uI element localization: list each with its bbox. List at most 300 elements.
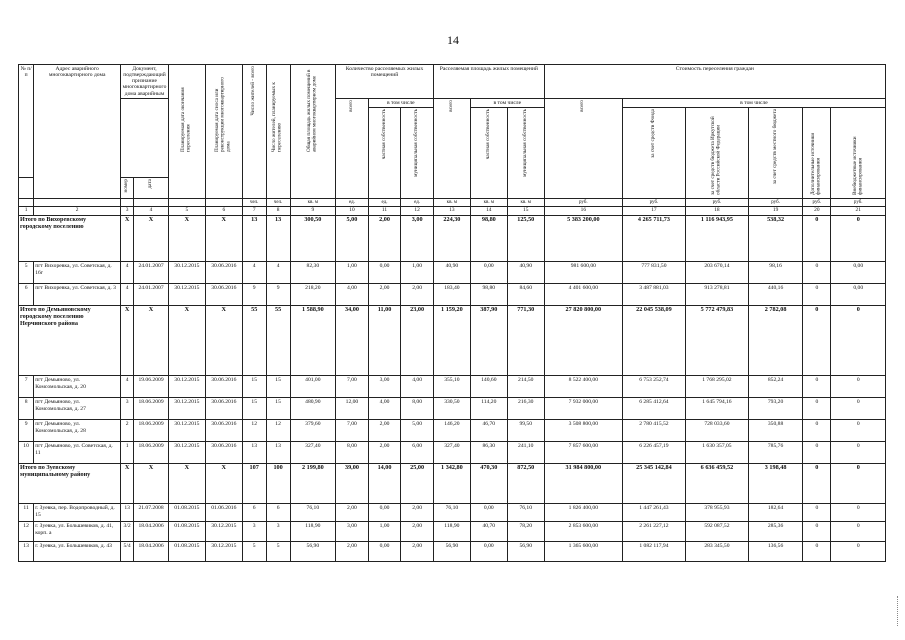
- cell-c16: 31 984 800,00: [544, 464, 622, 504]
- cell-c11: 2,00: [368, 284, 401, 306]
- cell-c11: 4,00: [368, 398, 401, 420]
- cell-c21: 0: [831, 522, 886, 542]
- cell-c4: 18.04.2006: [134, 522, 169, 542]
- cell-c19: 538,32: [748, 216, 802, 262]
- cell-c18: 378 955,93: [685, 504, 748, 522]
- cell-c12: 2,00: [401, 522, 434, 542]
- column-number: 15: [507, 207, 544, 216]
- cell-c9: 2 199,80: [290, 464, 336, 504]
- cell-c14: 0,00: [470, 504, 507, 522]
- cell-c14: 114,20: [470, 398, 507, 420]
- cell-n: 12: [19, 522, 34, 542]
- unit-cell: кв. м: [290, 198, 336, 207]
- cell-c12: 6,00: [401, 442, 434, 464]
- subtotal-row: [19, 216, 886, 262]
- cell-c11: 2,00: [368, 216, 401, 262]
- cell-c4: 21.07.2008: [134, 504, 169, 522]
- header-extra: Дополнительные источники финансирования: [803, 107, 831, 198]
- cell-c11: 0,00: [368, 504, 401, 522]
- cell-c4: X: [134, 464, 169, 504]
- column-number: 19: [748, 207, 802, 216]
- cell-c10: 5,00: [336, 216, 369, 262]
- page-number: 14: [447, 33, 459, 47]
- cell-c8: 15: [266, 398, 290, 420]
- cell-c8: 55: [266, 306, 290, 376]
- cell-c9: 1 588,90: [290, 306, 336, 376]
- header-total3: всего: [544, 98, 622, 198]
- column-number: 14: [470, 207, 507, 216]
- cell-c4: X: [134, 216, 169, 262]
- cell-n: 6: [19, 284, 34, 306]
- cell-c7: 15: [242, 376, 266, 398]
- header-residents: Число жителей - всего: [242, 65, 266, 199]
- cell-c20: 0: [803, 376, 831, 398]
- cell-c17: 2 780 415,52: [622, 420, 685, 442]
- cell-c12: 2,00: [401, 542, 434, 562]
- cell-c18: 5 772 479,83: [685, 306, 748, 376]
- unit-cell: ед.: [336, 198, 369, 207]
- cell-c15: 241,10: [507, 442, 544, 464]
- cell-c11: 14,00: [368, 464, 401, 504]
- cell-c4: 18.06.2009: [134, 398, 169, 420]
- cell-c3: 3: [121, 398, 134, 420]
- header-incl: в том числе: [368, 98, 433, 107]
- cell-c7: 3: [242, 522, 266, 542]
- cell-c10: 7,00: [336, 420, 369, 442]
- cell-c19: 2 782,08: [748, 306, 802, 376]
- cell-c18: 1 630 357,05: [685, 442, 748, 464]
- cell-c5: 30.12.2015: [168, 442, 205, 464]
- unit-cell: кв. м: [433, 198, 470, 207]
- cell-c3: X: [121, 464, 134, 504]
- cell-c19: 98,16: [748, 262, 802, 284]
- column-number: 1: [19, 207, 34, 216]
- cell-c7: 55: [242, 306, 266, 376]
- cell-c14: 98,80: [470, 284, 507, 306]
- cell-c4: 19.06.2009: [134, 376, 169, 398]
- header-local: за счет средств местного бюджета: [748, 107, 802, 198]
- cell-c21: 0: [831, 442, 886, 464]
- column-number: 10: [336, 207, 369, 216]
- cell-c16: 27 820 800,00: [544, 306, 622, 376]
- cell-c11: 0,00: [368, 262, 401, 284]
- cell-c12: 3,00: [401, 216, 434, 262]
- cell-c3: 3/2: [121, 522, 134, 542]
- cell-c20: 0: [803, 284, 831, 306]
- cell-c5: 30.12.2015: [168, 376, 205, 398]
- cell-c3: 13: [121, 504, 134, 522]
- cell-c20: 0: [803, 442, 831, 464]
- cell-c18: 283 345,50: [685, 542, 748, 562]
- unit-cell: руб.: [748, 198, 802, 207]
- header-municipal2: муниципальная собственность: [507, 107, 544, 198]
- cell-c3: 5/4: [121, 542, 134, 562]
- cell-c3: X: [121, 216, 134, 262]
- cell-c18: 728 033,60: [685, 420, 748, 442]
- column-number: 16: [544, 207, 622, 216]
- cell-c12: 2,00: [401, 504, 434, 522]
- cell-c11: 2,00: [368, 420, 401, 442]
- cell-c15: 84,60: [507, 284, 544, 306]
- cell-c8: 100: [266, 464, 290, 504]
- cell-c18: 1 768 295,02: [685, 376, 748, 398]
- cell-c5: 01.08.2015: [168, 522, 205, 542]
- unit-cell: руб.: [803, 198, 831, 207]
- cell-c17: 4 265 711,73: [622, 216, 685, 262]
- cell-c10: 2,00: [336, 504, 369, 522]
- cell-c14: 98,80: [470, 216, 507, 262]
- cell-c15: 76,10: [507, 504, 544, 522]
- cell-c16: 4 401 600,00: [544, 284, 622, 306]
- cell-c17: 6 753 252,74: [622, 376, 685, 398]
- cell-name: пгт Демьяново, ул. Комсомольская, д. 27: [34, 398, 121, 420]
- cell-c13: 224,30: [433, 216, 470, 262]
- cell-c9: 401,00: [290, 376, 336, 398]
- cell-name: пгт Демьяново, ул. Комсомольская, д. 20: [34, 376, 121, 398]
- cell-c8: 3: [266, 522, 290, 542]
- cell-c12: 8,00: [401, 398, 434, 420]
- header-rooms-count: Количество расселяемых жилых помещений: [336, 65, 434, 99]
- cell-c18: 203 670,14: [685, 262, 748, 284]
- cell-name: г. Зуевка, ул. Большевиков, д. 43: [34, 542, 121, 562]
- cell-c20: 0: [803, 262, 831, 284]
- subtotal-row: [19, 464, 886, 504]
- cell-c10: 7,00: [336, 376, 369, 398]
- header-num-blank: [19, 177, 34, 198]
- cell-c17: 22 045 538,09: [622, 306, 685, 376]
- cell-c18: 1 645 794,16: [685, 398, 748, 420]
- cell-c14: 46,70: [470, 420, 507, 442]
- cell-n: 13: [19, 542, 34, 562]
- cell-c18: 913 278,81: [685, 284, 748, 306]
- cell-c9: 379,60: [290, 420, 336, 442]
- cell-c20: 0: [803, 306, 831, 376]
- column-number: 8: [266, 207, 290, 216]
- cell-name: г. Зуевка, ул. Большевиков, д. 41, корп. а: [34, 522, 121, 542]
- cell-c15: 40,90: [507, 262, 544, 284]
- table-row: [19, 284, 886, 306]
- cell-c20: 0: [803, 504, 831, 522]
- cell-c9: 300,50: [290, 216, 336, 262]
- cell-c8: 6: [266, 504, 290, 522]
- cell-c17: 1 082 117,94: [622, 542, 685, 562]
- cell-c16: 8 522 400,00: [544, 376, 622, 398]
- header-private: частная собственность: [368, 107, 401, 198]
- cell-name: пгт Демьяново, ул. Советская, д. 11: [34, 442, 121, 464]
- cell-c10: 4,00: [336, 284, 369, 306]
- cell-c5: X: [168, 464, 205, 504]
- cell-c15: 771,30: [507, 306, 544, 376]
- column-number: 7: [242, 207, 266, 216]
- cell-c3: 4: [121, 376, 134, 398]
- cell-c11: 1,00: [368, 522, 401, 542]
- cell-c17: 1 447 261,43: [622, 504, 685, 522]
- column-number: 12: [401, 207, 434, 216]
- header-residents-planned: Число жителей, планируемых к переселению: [266, 65, 290, 199]
- cell-c3: 4: [121, 284, 134, 306]
- cell-c3: 4: [121, 262, 134, 284]
- cell-c17: 25 345 142,84: [622, 464, 685, 504]
- cell-c19: 440,16: [748, 284, 802, 306]
- table-row: [19, 542, 886, 562]
- cell-name: пгт Вихоревка, ул. Советская, д. 3: [34, 284, 121, 306]
- cell-c21: 0: [831, 216, 886, 262]
- cell-c3: 1: [121, 442, 134, 464]
- cell-c5: 30.12.2015: [168, 262, 205, 284]
- cell-c12: 2,00: [401, 284, 434, 306]
- cell-c13: 118,90: [433, 522, 470, 542]
- cell-name: Итого по Вихоревскому городскому поселению: [19, 216, 121, 262]
- header-doc-date: дата: [134, 177, 169, 198]
- cell-c21: 0: [831, 376, 886, 398]
- cell-c8: 4: [266, 262, 290, 284]
- cell-c4: 18.04.2006: [134, 542, 169, 562]
- table-row: [19, 398, 886, 420]
- cell-c9: 76,10: [290, 504, 336, 522]
- cell-c4: 24.01.2007: [134, 284, 169, 306]
- cell-c9: 56,90: [290, 542, 336, 562]
- cell-c11: 2,00: [368, 442, 401, 464]
- cell-n: 9: [19, 420, 34, 442]
- header-num: № п/п: [19, 65, 34, 178]
- cell-c19: 852,24: [748, 376, 802, 398]
- cell-n: 11: [19, 504, 34, 522]
- cell-c12: 4,00: [401, 376, 434, 398]
- cell-c19: 3 198,48: [748, 464, 802, 504]
- cell-c6: 30.12.2015: [205, 522, 242, 542]
- unit-cell: руб.: [685, 198, 748, 207]
- cell-c18: 592 087,52: [685, 522, 748, 542]
- cell-c7: 15: [242, 398, 266, 420]
- cell-c20: 0: [803, 522, 831, 542]
- header-document-blank: [121, 98, 169, 177]
- cell-n: 10: [19, 442, 34, 464]
- cell-c5: 30.12.2015: [168, 420, 205, 442]
- cell-c10: 2,00: [336, 542, 369, 562]
- cell-name: пгт Демьяново, ул. Комсомольская, д. 28: [34, 420, 121, 442]
- header-region: за счет средств бюджета Иркутской области Российской Федерации: [685, 107, 748, 198]
- cell-c14: 40,70: [470, 522, 507, 542]
- cell-c10: 12,00: [336, 398, 369, 420]
- header-total-area: Общая площадь жилых помещений в аварийном многоквартирном доме: [290, 65, 336, 199]
- cell-c13: 146,20: [433, 420, 470, 442]
- cell-c4: 18.06.2009: [134, 420, 169, 442]
- header-fund: за счет средств Фонда: [622, 107, 685, 198]
- cell-c10: 1,00: [336, 262, 369, 284]
- cell-c7: 107: [242, 464, 266, 504]
- cell-c5: 30.12.2015: [168, 398, 205, 420]
- cell-c7: 12: [242, 420, 266, 442]
- column-number: 17: [622, 207, 685, 216]
- cell-c10: 3,00: [336, 522, 369, 542]
- cell-c20: 0: [803, 216, 831, 262]
- header-incl2: в том числе: [470, 98, 544, 107]
- header-total: всего: [336, 98, 369, 198]
- cell-c5: 30.12.2015: [168, 284, 205, 306]
- cell-c20: 0: [803, 398, 831, 420]
- cell-c19: 350,88: [748, 420, 802, 442]
- cell-c6: 30.06.2016: [205, 376, 242, 398]
- header-cost: Стоимость переселения граждан: [544, 65, 885, 99]
- cell-c7: 9: [242, 284, 266, 306]
- unit-cell: ед.: [401, 198, 434, 207]
- cell-c19: 136,56: [748, 542, 802, 562]
- header-nonbudget: Внебюджетные источники финансирования: [831, 107, 886, 198]
- cell-c9: 118,90: [290, 522, 336, 542]
- table-row: [19, 504, 886, 522]
- cell-c21: 0: [831, 306, 886, 376]
- cell-c4: X: [134, 306, 169, 376]
- cell-c17: 2 261 227,12: [622, 522, 685, 542]
- column-number: 21: [831, 207, 886, 216]
- cell-c8: 13: [266, 442, 290, 464]
- cell-c17: 3 487 881,03: [622, 284, 685, 306]
- cell-c15: 214,50: [507, 376, 544, 398]
- unit-cell: руб.: [831, 198, 886, 207]
- cell-c21: 0,00: [831, 262, 886, 284]
- unit-cell: ед.: [368, 198, 401, 207]
- cell-c13: 40,90: [433, 262, 470, 284]
- cell-c18: 1 116 943,95: [685, 216, 748, 262]
- cell-c13: 183,40: [433, 284, 470, 306]
- cell-c16: 7 857 600,00: [544, 442, 622, 464]
- header-rooms-area: Расселяемая площадь жилых помещений: [433, 65, 544, 99]
- cell-name: Итого по Зуевскому муниципальному району: [19, 464, 121, 504]
- cell-c5: X: [168, 306, 205, 376]
- cell-c17: 6 226 457,19: [622, 442, 685, 464]
- cell-c5: X: [168, 216, 205, 262]
- column-number: 9: [290, 207, 336, 216]
- cell-c16: 5 383 200,00: [544, 216, 622, 262]
- cell-c9: 218,20: [290, 284, 336, 306]
- cell-c13: 1 159,20: [433, 306, 470, 376]
- unit-cell: кв. м: [507, 198, 544, 207]
- column-number: 5: [168, 207, 205, 216]
- header-planned-date: Планируемая дата окончания переселения: [168, 65, 205, 199]
- cell-c5: 01.08.2015: [168, 542, 205, 562]
- header-document: Документ, подтверждающий признание многоквартирного дома аварийным: [121, 65, 169, 99]
- cell-c9: 82,30: [290, 262, 336, 284]
- cell-c13: 330,50: [433, 398, 470, 420]
- column-number-row: [19, 207, 886, 216]
- cell-c16: 981 600,00: [544, 262, 622, 284]
- header-municipal: муниципальная собственность: [401, 107, 434, 198]
- subtotal-row: [19, 306, 886, 376]
- cell-c6: 01.06.2016: [205, 504, 242, 522]
- cell-c6: 30.12.2015: [205, 542, 242, 562]
- column-number: 3: [121, 207, 134, 216]
- cell-c6: 30.06.2016: [205, 442, 242, 464]
- column-number: 2: [34, 207, 121, 216]
- cell-name: пгт Вихоревка, ул. Советская, д. 16г: [34, 262, 121, 284]
- cell-c15: 78,20: [507, 522, 544, 542]
- cell-c9: 327,40: [290, 442, 336, 464]
- cell-c10: 8,00: [336, 442, 369, 464]
- cell-c11: 0,00: [368, 542, 401, 562]
- cell-c7: 6: [242, 504, 266, 522]
- header-incl3: в том числе: [622, 98, 885, 107]
- cell-c8: 5: [266, 542, 290, 562]
- cell-c19: 285,36: [748, 522, 802, 542]
- cell-c13: 1 342,80: [433, 464, 470, 504]
- cell-c19: 793,20: [748, 398, 802, 420]
- cell-c6: 30.06.2016: [205, 262, 242, 284]
- resettlement-table: [18, 64, 886, 562]
- cell-n: 7: [19, 376, 34, 398]
- cell-c8: 9: [266, 284, 290, 306]
- cell-c6: X: [205, 464, 242, 504]
- column-number: 4: [134, 207, 169, 216]
- cell-c20: 0: [803, 464, 831, 504]
- cell-c9: 480,90: [290, 398, 336, 420]
- header-private2: частная собственность: [470, 107, 507, 198]
- cell-c10: 39,00: [336, 464, 369, 504]
- cell-c12: 23,00: [401, 306, 434, 376]
- cell-c15: 872,50: [507, 464, 544, 504]
- cell-n: 5: [19, 262, 34, 284]
- cell-c6: X: [205, 306, 242, 376]
- cell-c7: 13: [242, 216, 266, 262]
- table-row: [19, 442, 886, 464]
- cell-c21: 0: [831, 542, 886, 562]
- cell-c16: 7 932 000,00: [544, 398, 622, 420]
- cell-c21: 0: [831, 398, 886, 420]
- cell-c7: 4: [242, 262, 266, 284]
- cell-c18: 6 636 459,52: [685, 464, 748, 504]
- cell-c8: 12: [266, 420, 290, 442]
- cell-c3: 2: [121, 420, 134, 442]
- cell-c20: 0: [803, 420, 831, 442]
- column-number: 11: [368, 207, 401, 216]
- cell-c21: 0: [831, 420, 886, 442]
- cell-c13: 327,40: [433, 442, 470, 464]
- cell-c3: X: [121, 306, 134, 376]
- column-number: 6: [205, 207, 242, 216]
- cell-c14: 387,90: [470, 306, 507, 376]
- column-number: 18: [685, 207, 748, 216]
- header-demolition-date: Планируемая дата сноса или реконструкции многоквартирного дома: [205, 65, 242, 199]
- header-doc-number: номер: [121, 177, 134, 198]
- cell-name: Итого по Демьяновскому городскому поселению Нерчинского района: [19, 306, 121, 376]
- cell-c6: X: [205, 216, 242, 262]
- cell-c5: 01.08.2015: [168, 504, 205, 522]
- cell-c11: 11,00: [368, 306, 401, 376]
- cell-c13: 76,10: [433, 504, 470, 522]
- margin-mark: [897, 596, 899, 626]
- cell-c17: 777 831,50: [622, 262, 685, 284]
- cell-c16: 3 508 800,00: [544, 420, 622, 442]
- unit-cell: кв. м: [470, 198, 507, 207]
- cell-c14: 86,30: [470, 442, 507, 464]
- cell-c11: 3,00: [368, 376, 401, 398]
- cell-c7: 5: [242, 542, 266, 562]
- cell-c19: 785,76: [748, 442, 802, 464]
- cell-c4: 18.06.2009: [134, 442, 169, 464]
- cell-c13: 355,10: [433, 376, 470, 398]
- cell-c6: 30.06.2016: [205, 284, 242, 306]
- cell-c15: 125,50: [507, 216, 544, 262]
- cell-c12: 5,00: [401, 420, 434, 442]
- cell-n: 8: [19, 398, 34, 420]
- header-total2: всего: [433, 98, 470, 198]
- table-row: [19, 420, 886, 442]
- cell-c14: 470,30: [470, 464, 507, 504]
- cell-c8: 15: [266, 376, 290, 398]
- cell-c7: 13: [242, 442, 266, 464]
- cell-c15: 216,30: [507, 398, 544, 420]
- cell-c21: 0,00: [831, 284, 886, 306]
- cell-name: г. Зуевка, пер. Водопроводный, д. 15: [34, 504, 121, 522]
